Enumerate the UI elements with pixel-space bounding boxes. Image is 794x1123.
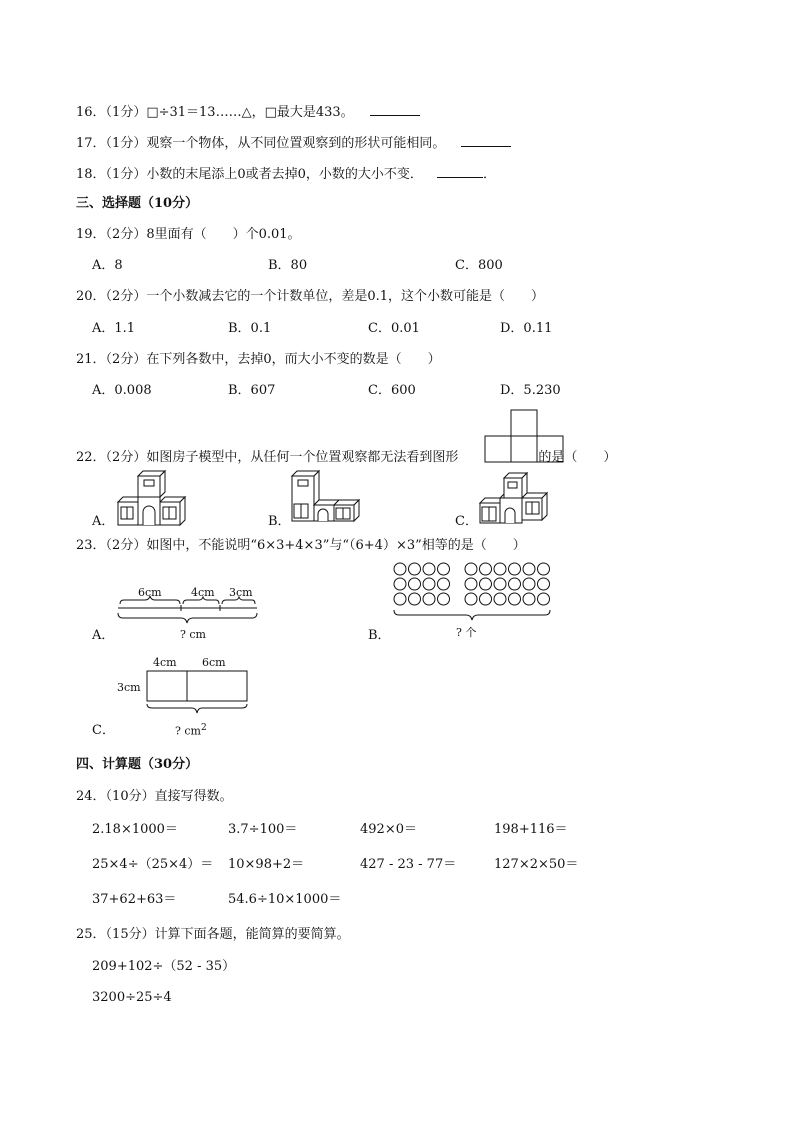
question-20-text: 20．（2分）一个小数减去它的一个计数单位，差是0.1，这个小数可能是（ ） <box>76 289 544 304</box>
circle-mark <box>465 593 477 605</box>
fig-a-total: ? cm <box>180 628 206 641</box>
house-model-c <box>478 470 558 528</box>
house-model-b <box>290 470 370 528</box>
circle-mark <box>423 563 435 575</box>
circle-mark <box>509 563 521 575</box>
circle-mark <box>494 578 506 590</box>
circle-mark <box>438 578 450 590</box>
question-23-text: 23．（2分）如图中，不能说明“6×3+4×3”与“（6+4）×3”相等的是（ ） <box>76 538 526 553</box>
calc-item: 198+116＝ <box>494 822 568 837</box>
q22-option-b[interactable]: B． <box>268 514 291 529</box>
question-18-text: 18．（1分）小数的末尾添上0或者去掉0，小数的大小不变． <box>76 167 423 182</box>
calc-item: 2.18×1000＝ <box>92 822 178 837</box>
q19-option-a[interactable]: A．8 <box>92 258 123 273</box>
fig-a-label-3: 3cm <box>229 586 253 599</box>
question-22-text-end: 的是（ ） <box>538 450 617 465</box>
calc-item: 37+62+63＝ <box>92 892 177 907</box>
circle-mark <box>509 578 521 590</box>
answer-blank[interactable] <box>370 103 420 116</box>
calc-item: 209+102÷（52 - 35） <box>92 959 236 974</box>
circle-mark <box>480 578 492 590</box>
brace-mark <box>394 610 550 620</box>
circle-mark <box>409 563 421 575</box>
q20-option-c[interactable]: C．0.01 <box>368 321 420 336</box>
circle-mark <box>423 593 435 605</box>
circle-mark <box>509 593 521 605</box>
fig-c-total <box>175 720 207 740</box>
q20-option-b[interactable]: B．0.1 <box>228 321 272 336</box>
circle-mark <box>465 563 477 575</box>
circle-mark <box>409 578 421 590</box>
circle-mark <box>423 578 435 590</box>
circle-mark <box>465 578 477 590</box>
calc-item: 427 - 23 - 77＝ <box>360 857 457 872</box>
circle-mark <box>394 593 406 605</box>
circle-mark <box>480 593 492 605</box>
circle-mark <box>494 563 506 575</box>
fig-c-top-label-1: 4cm <box>153 656 177 669</box>
question-21-text: 21．（2分）在下列各数中，去掉0，而大小不变的数是（ ） <box>76 352 441 367</box>
section-4-title: 四、计算题（30分） <box>76 757 199 772</box>
q19-option-c[interactable]: C．800 <box>455 258 503 273</box>
calc-item: 492×0＝ <box>360 822 417 837</box>
question-18-end: ． <box>483 167 497 182</box>
circle-mark <box>409 593 421 605</box>
circle-mark <box>494 593 506 605</box>
circle-mark <box>538 578 550 590</box>
target-shape-figure <box>484 409 566 463</box>
q23-option-b[interactable]: B． <box>368 628 391 643</box>
circle-mark <box>523 578 535 590</box>
q20-option-d[interactable]: D．0.11 <box>500 321 553 336</box>
question-16 <box>76 103 420 121</box>
fig-c-rectangle <box>140 668 255 718</box>
circle-mark <box>438 563 450 575</box>
question-25-text: 25．（15分）计算下面各题，能简算的要简算。 <box>76 927 350 942</box>
q21-option-b[interactable]: B．607 <box>228 383 276 398</box>
fig-a-label-2: 4cm <box>191 586 215 599</box>
circle-mark <box>523 593 535 605</box>
calc-item: 54.6÷10×1000＝ <box>228 892 342 907</box>
fig-c-total-sup: 2 <box>201 723 207 733</box>
question-19-text: 19．（2分）8里面有（ ）个0.01。 <box>76 227 301 242</box>
q23-option-a[interactable]: A． <box>92 628 115 643</box>
fig-c-side-label: 3cm <box>117 681 141 694</box>
q23-option-c[interactable]: C． <box>92 723 115 738</box>
answer-blank[interactable] <box>437 165 483 178</box>
calc-item: 3.7÷100＝ <box>228 822 298 837</box>
circle-mark <box>394 563 406 575</box>
fig-b-circles <box>390 560 560 622</box>
question-17-text: 17．（1分）观察一个物体，从不同位置观察到的形状可能相同。 <box>76 136 446 151</box>
question-16-text: 16．（1分）□÷31＝13……△，□最大是433。 <box>76 105 354 120</box>
calc-item: 25×4÷（25×4）＝ <box>92 857 214 872</box>
fig-c-top-label-2: 6cm <box>202 656 226 669</box>
answer-blank[interactable] <box>461 134 511 147</box>
circle-mark <box>480 563 492 575</box>
circle-mark <box>538 563 550 575</box>
q21-option-d[interactable]: D．5.230 <box>500 383 561 398</box>
circle-mark <box>438 593 450 605</box>
q22-option-a[interactable]: A． <box>92 514 115 529</box>
q20-option-a[interactable]: A．1.1 <box>92 321 136 336</box>
calc-item: 127×2×50＝ <box>494 857 579 872</box>
question-24-text: 24．（10分）直接写得数。 <box>76 789 233 804</box>
q19-option-b[interactable]: B．80 <box>268 258 308 273</box>
question-18 <box>76 165 496 183</box>
q21-option-c[interactable]: C．600 <box>368 383 416 398</box>
fig-c-total-text: ? cm <box>175 724 201 738</box>
question-17 <box>76 134 511 152</box>
q21-option-a[interactable]: A．0.008 <box>92 383 152 398</box>
fig-b-total: ? 个 <box>456 626 477 639</box>
house-model-a <box>116 470 196 528</box>
calc-item: 3200÷25÷4 <box>92 990 172 1005</box>
section-3-title: 三、选择题（10分） <box>76 196 199 211</box>
q22-option-c[interactable]: C． <box>455 514 478 529</box>
circle-mark <box>538 593 550 605</box>
question-22-text: 22．（2分）如图房子模型中，从任何一个位置观察都无法看到图形 <box>76 450 459 465</box>
circle-mark <box>523 563 535 575</box>
calc-item: 10×98+2＝ <box>228 857 305 872</box>
fig-a-label-1: 6cm <box>138 586 162 599</box>
circle-mark <box>394 578 406 590</box>
fig-a-segments <box>115 594 260 630</box>
